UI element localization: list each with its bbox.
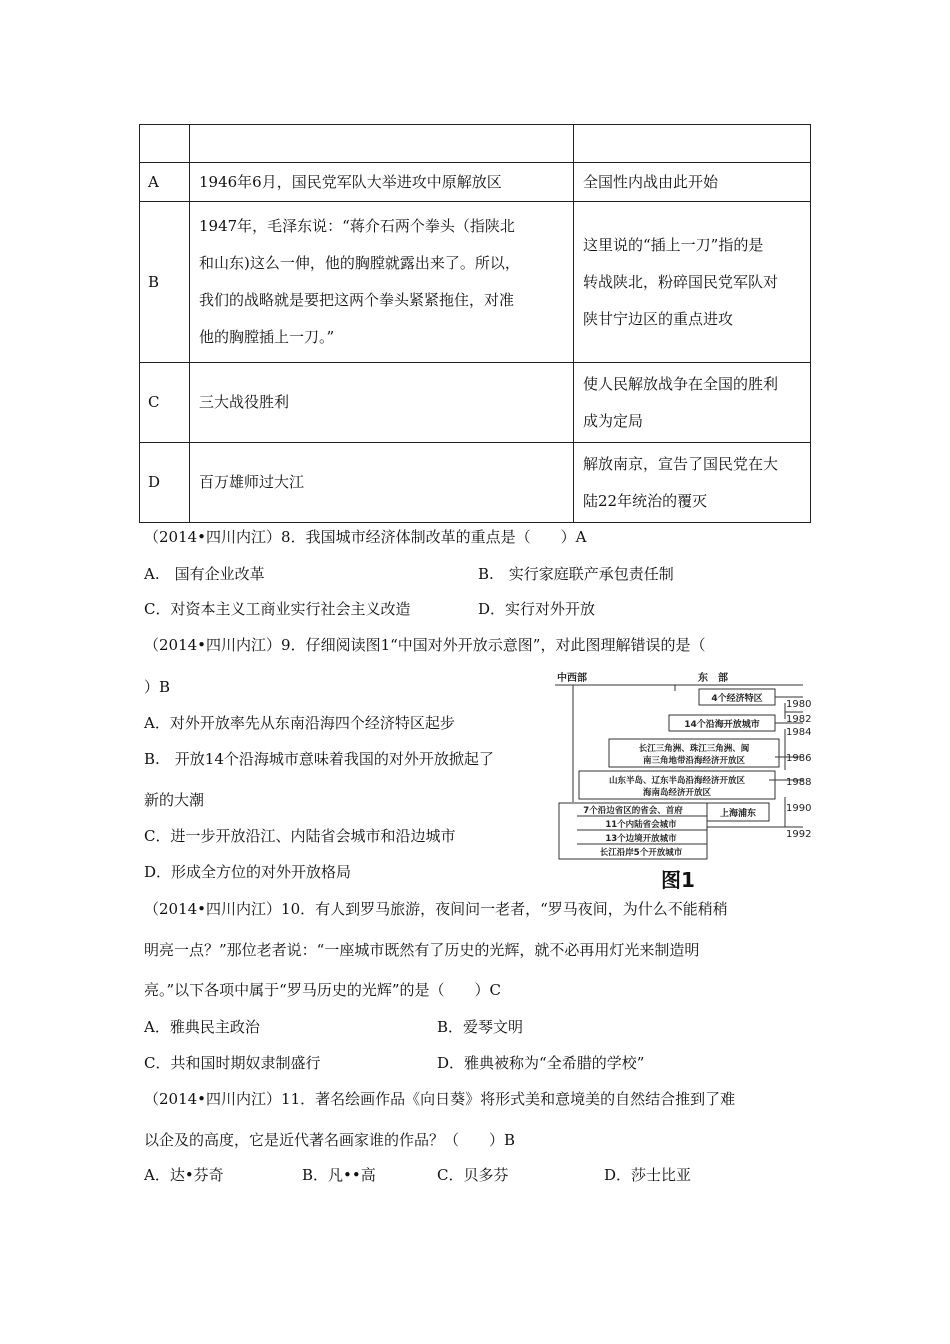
q8-option-a: A. 国有企业改革 bbox=[144, 565, 265, 583]
q11-option-a: A．达•芬奇 bbox=[144, 1166, 224, 1184]
meaning-cell bbox=[574, 443, 811, 523]
row-label: D bbox=[140, 443, 190, 523]
q8-option-d: D．实行对外开放 bbox=[478, 600, 596, 618]
meaning-text: 成为定局 bbox=[583, 411, 644, 430]
fig-box-label: 山东半岛、辽东半岛沿海经济开放区 bbox=[608, 776, 746, 786]
fig-year: 1984 bbox=[786, 727, 812, 738]
table-row bbox=[140, 202, 811, 363]
table-row bbox=[140, 163, 811, 202]
fig-year: 1982 bbox=[786, 714, 812, 725]
q11-option-b: B．凡••高 bbox=[302, 1166, 376, 1184]
q8-option-b: B. 实行家庭联产承包责任制 bbox=[478, 565, 674, 583]
q11-option-c: C．贝多芬 bbox=[437, 1166, 509, 1184]
row-label: C bbox=[140, 363, 190, 443]
fig-box-label: 14个沿海开放城市 bbox=[684, 720, 760, 730]
fig-year: 1980 bbox=[786, 699, 812, 710]
q9-option-b: B. 开放14个沿海城市意味着我国的对外开放掀起了 bbox=[144, 750, 494, 768]
row-label: B bbox=[140, 202, 190, 363]
fig-box-label: 长江三角洲、珠江三角洲、闽 bbox=[638, 744, 750, 754]
table-header-cell bbox=[190, 125, 574, 163]
opening-up-diagram bbox=[553, 667, 815, 897]
fig-year: 1990 bbox=[786, 803, 812, 814]
fig-col-right: 东 部 bbox=[698, 673, 728, 684]
table-row bbox=[140, 443, 811, 523]
question-10-stem-cont: 明亮一点？”那位老者说：“一座城市既然有了历史的光辉，就不必再用灯光来制造明 bbox=[144, 941, 700, 959]
question-8-stem: （2014•四川内江）8．我国城市经济体制改革的重点是（ ）A bbox=[144, 528, 587, 546]
meaning-text: 这里说的“插上一刀”指的是 bbox=[583, 235, 764, 254]
fig-box-label: 南三角地带沿海经济开放区 bbox=[642, 756, 746, 766]
fig-box-label: 13个边境开放城市 bbox=[605, 834, 677, 844]
event-cell bbox=[190, 363, 574, 443]
table-header-cell bbox=[574, 125, 811, 163]
event-cell bbox=[190, 443, 574, 523]
q9-option-a: A．对外开放率先从东南沿海四个经济特区起步 bbox=[144, 714, 455, 732]
event-text: 百万雄师过大江 bbox=[199, 473, 305, 491]
fig-box-label: 4个经济特区 bbox=[711, 694, 763, 704]
table-header-row bbox=[140, 125, 811, 163]
meaning-text: 陕甘宁边区的重点进攻 bbox=[583, 309, 734, 328]
question-11-stem: （2014•四川内江）11．著名绘画作品《向日葵》将形式美和意境美的自然结合推到了难 bbox=[144, 1090, 736, 1108]
fig-box-label: 海南岛经济开放区 bbox=[642, 788, 712, 798]
event-text: 我们的战略就是要把这两个拳头紧紧拖住，对准 bbox=[199, 291, 515, 309]
fig-caption: 图1 bbox=[661, 868, 695, 892]
fig-col-left: 中西部 bbox=[557, 673, 587, 684]
table-row bbox=[140, 363, 811, 443]
meaning-cell bbox=[574, 363, 811, 443]
meaning-text: 解放南京，宣告了国民党在大 bbox=[583, 454, 779, 473]
question-10-stem: （2014•四川内江）10．有人到罗马旅游，夜间问一老者，“罗马夜间，为什么不能稍稍 bbox=[144, 900, 728, 918]
fig-box-label: 上海浦东 bbox=[719, 809, 757, 819]
event-text: 和山东)这么一伸，他的胸膛就露出来了。所以， bbox=[199, 254, 520, 272]
event-text: 三大战役胜利 bbox=[199, 393, 290, 411]
fig-box-label: 11个内陆省会城市 bbox=[605, 820, 677, 830]
event-text: 1946年6月，国民党军队大举进攻中原解放区 bbox=[199, 172, 502, 191]
q8-option-c: C．对资本主义工商业实行社会主义改造 bbox=[144, 600, 411, 618]
meaning-text: 陆22年统治的覆灭 bbox=[583, 491, 708, 510]
q9-option-b-cont: 新的大潮 bbox=[144, 791, 205, 809]
event-cell bbox=[190, 163, 574, 202]
question-10-stem-cont: 亮。”以下各项中属于“罗马历史的光辉”的是（ ）C bbox=[144, 981, 501, 999]
table-header-cell bbox=[140, 125, 190, 163]
question-9-stem-cont: ）B bbox=[144, 678, 171, 696]
history-events-table bbox=[139, 124, 811, 523]
event-text: 1947年，毛泽东说：“蒋介石两个拳头（指陕北 bbox=[199, 217, 515, 235]
event-text: 他的胸膛插上一刀。” bbox=[199, 328, 335, 346]
q11-option-d: D．莎士比亚 bbox=[604, 1166, 692, 1184]
fig-year: 1986 bbox=[786, 753, 812, 764]
fig-year: 1988 bbox=[786, 777, 812, 788]
meaning-text: 全国性内战由此开始 bbox=[583, 172, 719, 191]
meaning-text: 转战陕北，粉碎国民党军队对 bbox=[583, 272, 779, 291]
q10-option-c: C．共和国时期奴隶制盛行 bbox=[144, 1054, 321, 1072]
fig-year: 1992 bbox=[786, 829, 812, 840]
meaning-cell bbox=[574, 163, 811, 202]
meaning-cell bbox=[574, 202, 811, 363]
event-cell bbox=[190, 202, 574, 363]
fig-box-label: 长江沿岸5个开放城市 bbox=[599, 848, 683, 858]
q10-option-d: D．雅典被称为“全希腊的学校” bbox=[437, 1054, 645, 1072]
question-9-stem: （2014•四川内江）9．仔细阅读图1“中国对外开放示意图”，对此图理解错误的是（ bbox=[144, 636, 706, 654]
q10-option-b: B．爱琴文明 bbox=[437, 1018, 524, 1036]
question-11-stem-cont: 以企及的高度，它是近代著名画家谁的作品？（ ）B bbox=[144, 1131, 516, 1149]
q10-option-a: A．雅典民主政治 bbox=[144, 1018, 260, 1036]
meaning-text: 使人民解放战争在全国的胜利 bbox=[583, 374, 779, 393]
fig-box-label: 7个沿边省区的省会、首府 bbox=[583, 806, 683, 816]
row-label: A bbox=[140, 163, 190, 202]
q9-option-d: D．形成全方位的对外开放格局 bbox=[144, 863, 352, 881]
q9-option-c: C．进一步开放沿江、内陆省会城市和沿边城市 bbox=[144, 827, 456, 845]
